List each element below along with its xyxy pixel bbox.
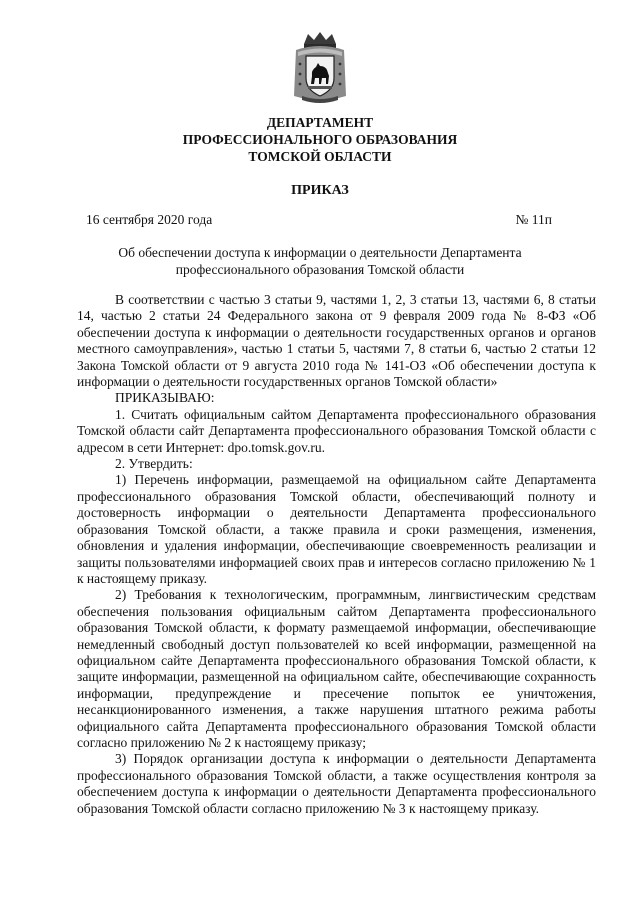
order-subject-line: Об обеспечении доступа к информации о деятельности Департамента: [118, 245, 522, 260]
clause-2: 2. Утвердить:: [115, 456, 193, 472]
order-directive: ПРИКАЗЫВАЮ:: [115, 390, 215, 406]
department-name-line: ТОМСКОЙ ОБЛАСТИ: [248, 149, 392, 164]
clause-1: 1. Считать официальным сайтом Департамента профессионального образования Томской области сайт Департамента профессионального образования Томской области с адресом в сети Интернет: dpo.tomsk.gov.ru.: [77, 406, 596, 455]
department-name: [0, 114, 640, 165]
document-title: ПРИКАЗ: [291, 183, 349, 198]
coat-of-arms-icon: [292, 30, 348, 106]
clause-2-item-3: 3) Порядок организации доступа к информации о деятельности Департамента профессионального образования Томской области, а также осуществления контроля за обеспечением доступа к информации о деятельности Департамента профессионального образования Томской области согласно приложению № 3 к настоящему приказу.: [77, 751, 596, 816]
order-number: № 11п: [515, 212, 552, 227]
clause-2-item-1: 1) Перечень информации, размещаемой на официальном сайте Департамента профессионального образования Томской области, обеспечивающий полноту и достоверность информации о деятельности Департамента профессионального образования Томской области, а также правила и сроки размещения, изменения, обновления и удаления информации, обеспечивающие своевременность реализации и защиты пользователями информацией своих прав и интересов согласно приложению № 1 к настоящему приказу.: [77, 472, 596, 586]
order-body: [77, 292, 596, 817]
clause-2-item-2: 2) Требования к технологическим, программным, лингвистическим средствам обеспечения пользования официальным сайтом Департамента профессионального образования Томской области, к формату размещаемой информации, обеспечивающие немедленный свободный доступ пользователей ко всей информации, размещенной на официальном сайте Департамента профессионального образования Томской области, к защите информации, размещенной на официальном сайте, обеспечивающие сохранность информации, предупреждение и пресечение попыток ее уничтожения, несанкционированного изменения, а также нарушения штатного режима работы официального сайта Департамента профессионального образования Томской области согласно приложению № 2 к настоящему приказу;: [77, 587, 596, 750]
order-date: 16 сентября 2020 года: [86, 212, 213, 227]
department-name-line: ДЕПАРТАМЕНТ: [266, 115, 374, 130]
department-name-line: ПРОФЕССИОНАЛЬНОГО ОБРАЗОВАНИЯ: [182, 132, 458, 147]
order-subject: [80, 245, 560, 278]
preamble-paragraph: В соответствии с частью 3 статьи 9, частями 1, 2, 3 статьи 13, частями 6, 8 статьи 14, частью 2 статьи 24 Федерального закона от 9 февраля 2009 года № 8-ФЗ «Об обеспечении доступа к информации о деятельности государственных органов и органов местного самоуправления», частью 1 статьи 5, частями 7, 8 статьи 6, частью 2 статьи 12 Закона Томской области от 9 августа 2010 года № 141-ОЗ «Об обеспечении доступа к информации о деятельности государственных органов Томской области»: [77, 292, 596, 390]
order-subject-line: профессионального образования Томской области: [175, 261, 465, 277]
